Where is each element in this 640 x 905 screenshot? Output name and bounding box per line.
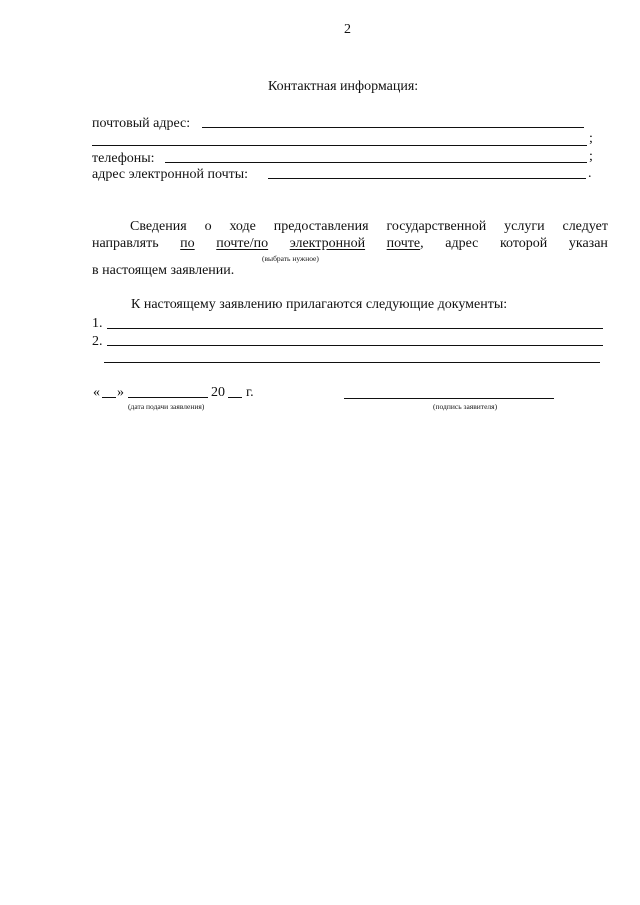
- word: указан: [568, 236, 608, 251]
- semicolon: ;: [589, 149, 593, 164]
- word: о: [204, 219, 212, 234]
- word: ходе: [229, 219, 256, 234]
- delivery-paragraph-line-2: [92, 236, 608, 252]
- choice-hint: (выбрать нужное): [262, 254, 319, 263]
- semicolon: ;: [589, 131, 593, 146]
- word: которой: [499, 236, 548, 251]
- signature-caption: (подпись заявителя): [433, 402, 498, 411]
- comma: ,: [420, 236, 424, 251]
- email-label: адрес электронной почты:: [92, 167, 249, 182]
- date-open-quote: «: [93, 385, 100, 400]
- attachments-intro: К настоящему заявлению прилагаются следующие документы:: [131, 297, 508, 312]
- delivery-method-option[interactable]: почте/по: [216, 236, 269, 251]
- contact-heading: Контактная информация:: [268, 79, 419, 94]
- date-month-field[interactable]: [128, 397, 208, 398]
- date-year-prefix: 20: [211, 385, 225, 400]
- email-field[interactable]: [268, 178, 586, 179]
- date-day-field[interactable]: [102, 397, 116, 398]
- delivery-method-option[interactable]: электронной: [289, 236, 366, 251]
- phones-label: телефоны:: [92, 151, 155, 166]
- date-year-suffix: г.: [246, 385, 254, 400]
- delivery-method-option[interactable]: по: [180, 236, 195, 251]
- word: услуги: [504, 219, 545, 234]
- delivery-paragraph-line-1: [130, 219, 608, 235]
- attachment-field-3[interactable]: [104, 362, 600, 363]
- postal-address-field[interactable]: [202, 127, 584, 128]
- page-number: 2: [344, 22, 351, 37]
- date-close-quote: »: [117, 385, 124, 400]
- attachment-item-number: 2.: [92, 334, 103, 349]
- word: государственной: [386, 219, 487, 234]
- period: .: [588, 166, 592, 181]
- attachment-field-1[interactable]: [107, 328, 603, 329]
- word: следует: [562, 219, 608, 234]
- signature-field[interactable]: [344, 398, 554, 399]
- date-year-field[interactable]: [228, 397, 242, 398]
- word: адрес: [445, 236, 479, 251]
- phones-field[interactable]: [165, 162, 587, 163]
- word: Сведения: [130, 219, 187, 234]
- delivery-paragraph-line-3: в настоящем заявлении.: [92, 263, 235, 278]
- postal-address-label: почтовый адрес:: [92, 116, 191, 131]
- word: предоставления: [273, 219, 369, 234]
- attachment-item-number: 1.: [92, 316, 103, 331]
- date-caption: (дата подачи заявления): [128, 402, 205, 411]
- postal-address-field-continuation[interactable]: [92, 145, 587, 146]
- attachment-field-2[interactable]: [107, 345, 603, 346]
- delivery-method-option[interactable]: почте: [386, 236, 421, 251]
- word: направлять: [92, 236, 159, 251]
